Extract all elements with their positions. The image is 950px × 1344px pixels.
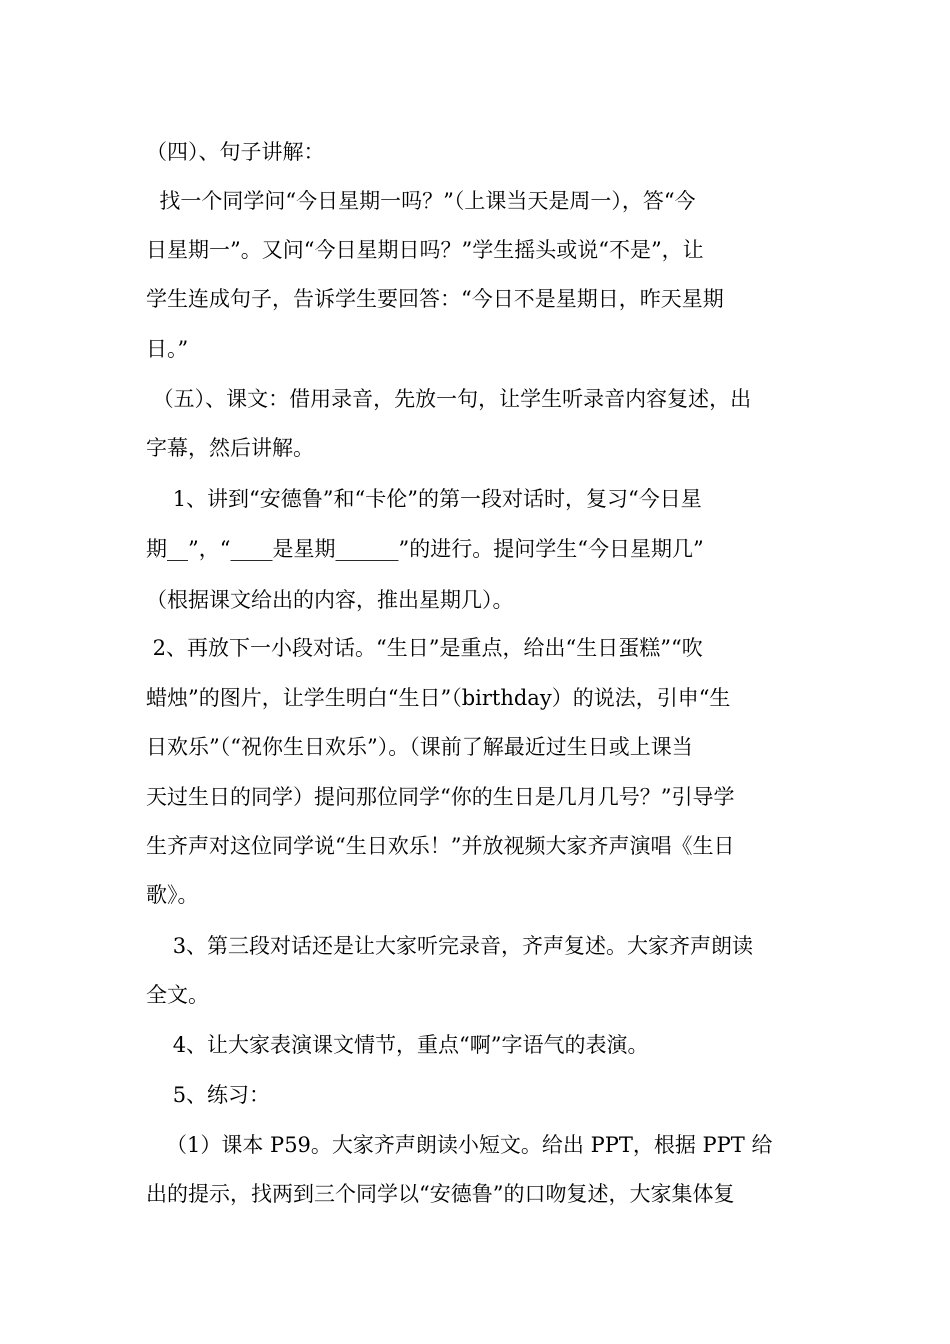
text-line: 5、练习：	[146, 1083, 271, 1107]
text-line: 日星期一”。又问“今日星期日吗？”学生摇头或说“不是”，让	[146, 238, 704, 262]
text-line: 4、让大家表演课文情节，重点“啊”字语气的表演。	[146, 1033, 649, 1057]
text-line: 蜡烛”的图片，让学生明白“生日”（birthday）的说法，引申“生	[146, 686, 731, 710]
text-line: 学生连成句子，告诉学生要回答：“今日不是星期日，昨天星期	[146, 287, 724, 311]
text-line: （五）、课文：借用录音，先放一句，让学生听录音内容复述，出	[146, 387, 752, 411]
text-line: 日。”	[146, 337, 189, 361]
text-line: （四）、句子讲解：	[146, 140, 325, 164]
text-line: 日欢乐”（“祝你生日欢乐”）。（课前了解最近过生日或上课当	[146, 735, 693, 759]
text-line: 期__”，“____是星期______”的进行。提问学生“今日星期几”	[146, 537, 704, 561]
text-line: （1）课本 P59。大家齐声朗读小短文。给出 PPT，根据 PPT 给	[146, 1133, 773, 1157]
text-line: 字幕，然后讲解。	[146, 436, 314, 460]
text-line: 出的提示，找两到三个同学以“安德鲁”的口吻复述，大家集体复	[146, 1182, 735, 1206]
text-line: 天过生日的同学）提问那位同学“你的生日是几月几号？”引导学	[146, 785, 735, 809]
text-line: （根据课文给出的内容，推出星期几）。	[146, 588, 514, 612]
text-line: 找一个同学问“今日星期一吗？”（上课当天是周一），答“今	[146, 189, 696, 213]
text-line: 全文。	[146, 983, 209, 1007]
text-line: 1、讲到“安德鲁”和“卡伦”的第一段对话时，复习“今日星	[146, 487, 702, 511]
text-line: 3、第三段对话还是让大家听完录音，齐声复述。大家齐声朗读	[146, 934, 754, 958]
text-line: 歌》。	[146, 883, 199, 907]
text-line: 生齐声对这位同学说“生日欢乐！”并放视频大家齐声演唱《生日	[146, 834, 735, 858]
text-line: 2、再放下一小段对话。“生日”是重点，给出“生日蛋糕”“吹	[146, 636, 703, 660]
